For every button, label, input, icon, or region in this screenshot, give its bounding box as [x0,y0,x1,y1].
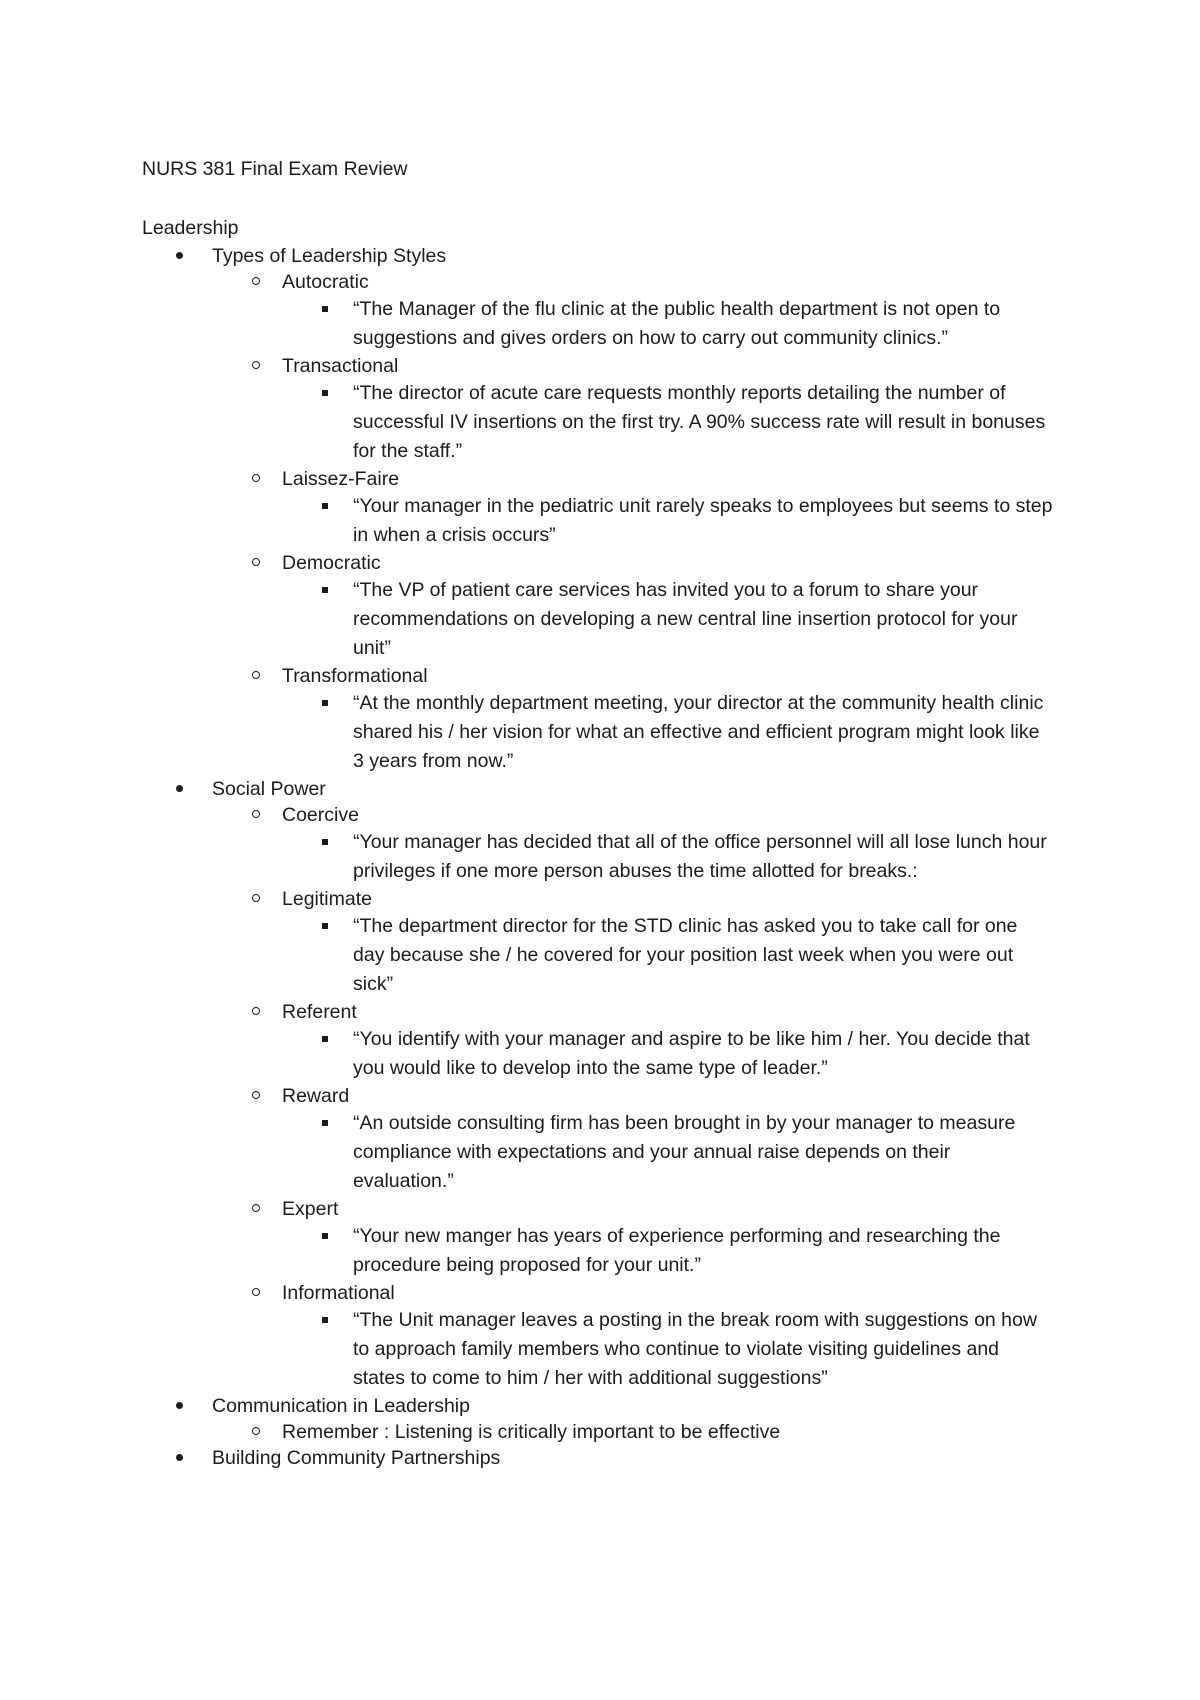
square-bullet-icon [322,503,328,509]
example-text: “At the monthly department meeting, your director at the community health clinic shared his / her vision for what an effective and efficient program might look like 3 years from now.” [353,692,1044,772]
example-quote [353,1109,1053,1196]
example-quote [353,492,1053,550]
hollow-bullet-icon [252,1091,260,1099]
example-text: “Your new manger has years of experience performing and researching the procedure being proposed for your unit.” [353,1225,1001,1276]
filled-bullet-icon [176,1454,183,1461]
subtopic-label: Transformational [282,665,428,687]
hollow-bullet-icon [252,671,260,679]
outline-subtopic [212,999,1200,1083]
square-bullet-icon [322,1120,328,1126]
subtopic-label: Expert [282,1198,339,1220]
outline-topic [0,243,1200,776]
example-quote [353,379,1053,466]
example-text: “The VP of patient care services has invited you to a forum to share your recommendations on developing a new central line insertion protocol for your unit” [353,579,1018,659]
example-quote [353,1025,1053,1083]
example-list [353,1109,1053,1196]
hollow-bullet-icon [252,894,260,902]
square-bullet-icon [322,1317,328,1323]
example-list [353,1222,1053,1280]
outline-subtopic [212,550,1200,663]
outline-subtopic [212,1280,1200,1393]
section-heading: Leadership [142,217,239,239]
example-list [353,828,1053,886]
outline-subtopic [212,1419,1200,1445]
outline-subtopic [212,663,1200,776]
example-text: “You identify with your manager and aspire to be like him / her. You decide that you would like to develop into the same type of leader.” [353,1028,1030,1079]
filled-bullet-icon [176,252,183,259]
square-bullet-icon [322,587,328,593]
example-list [353,379,1053,466]
outline-subtopic [212,886,1200,999]
hollow-bullet-icon [252,361,260,369]
subtopic-label: Informational [282,1282,395,1304]
subtopic-label: Autocratic [282,271,369,293]
outline-topic [0,1445,1200,1471]
outline-list [0,243,1200,1471]
outline-subtopic [212,269,1200,353]
subtopic-list [212,1419,1200,1445]
subtopic-label: Laissez-Faire [282,468,400,490]
example-quote [353,1222,1053,1280]
subtopic-label: Referent [282,1001,357,1023]
subtopic-label: Legitimate [282,888,372,910]
square-bullet-icon [322,839,328,845]
example-quote [353,912,1053,999]
hollow-bullet-icon [252,558,260,566]
example-text: “The Manager of the flu clinic at the public health department is not open to suggestions and gives orders on how to carry out community clinics.” [353,298,1001,349]
hollow-bullet-icon [252,474,260,482]
hollow-bullet-icon [252,1427,260,1435]
hollow-bullet-icon [252,810,260,818]
subtopic-label: Remember : Listening is critically important to be effective [282,1421,781,1443]
example-list [353,689,1053,776]
document-title: NURS 381 Final Exam Review [142,158,408,180]
outline-topic [0,1393,1200,1445]
subtopic-label: Transactional [282,355,399,377]
subtopic-list [212,802,1200,1393]
subtopic-list [212,269,1200,776]
example-list [353,576,1053,663]
square-bullet-icon [322,1036,328,1042]
outline-topic [0,776,1200,1393]
subtopic-label: Reward [282,1085,350,1107]
example-text: “The director of acute care requests monthly reports detailing the number of successful IV insertions on the first try. A 90% success rate will result in bonuses for the staff.” [353,382,1046,462]
square-bullet-icon [322,1233,328,1239]
topic-label: Types of Leadership Styles [212,245,447,267]
hollow-bullet-icon [252,1288,260,1296]
square-bullet-icon [322,390,328,396]
outline-subtopic [212,353,1200,466]
square-bullet-icon [322,306,328,312]
filled-bullet-icon [176,785,183,792]
example-list [353,492,1053,550]
filled-bullet-icon [176,1402,183,1409]
outline-subtopic [212,1083,1200,1196]
hollow-bullet-icon [252,277,260,285]
example-quote [353,828,1053,886]
example-text: “The Unit manager leaves a posting in the break room with suggestions on how to approach family members who continue to violate visiting guidelines and states to come to him / her with additional suggestions” [353,1309,1037,1389]
example-list [353,1306,1053,1393]
example-text: “The department director for the STD clinic has asked you to take call for one day because she / he covered for your position last week when you were out sick” [353,915,1018,995]
outline-subtopic [212,1196,1200,1280]
square-bullet-icon [322,700,328,706]
outline-subtopic [212,466,1200,550]
example-text: “Your manager in the pediatric unit rarely speaks to employees but seems to step in when a crisis occurs” [353,495,1053,546]
example-quote [353,1306,1053,1393]
example-list [353,295,1053,353]
example-quote [353,576,1053,663]
topic-label: Communication in Leadership [212,1395,470,1417]
subtopic-label: Coercive [282,804,359,826]
subtopic-label: Democratic [282,552,381,574]
square-bullet-icon [322,923,328,929]
topic-label: Building Community Partnerships [212,1447,501,1469]
example-list [353,1025,1053,1083]
example-text: “An outside consulting firm has been brought in by your manager to measure compliance with expectations and your annual raise depends on their evaluation.” [353,1112,1016,1192]
hollow-bullet-icon [252,1007,260,1015]
example-text: “Your manager has decided that all of the office personnel will all lose lunch hour privileges if one more person abuses the time allotted for breaks.: [353,831,1047,882]
example-quote [353,295,1053,353]
hollow-bullet-icon [252,1204,260,1212]
outline-subtopic [212,802,1200,886]
topic-label: Social Power [212,778,326,800]
example-quote [353,689,1053,776]
example-list [353,912,1053,999]
